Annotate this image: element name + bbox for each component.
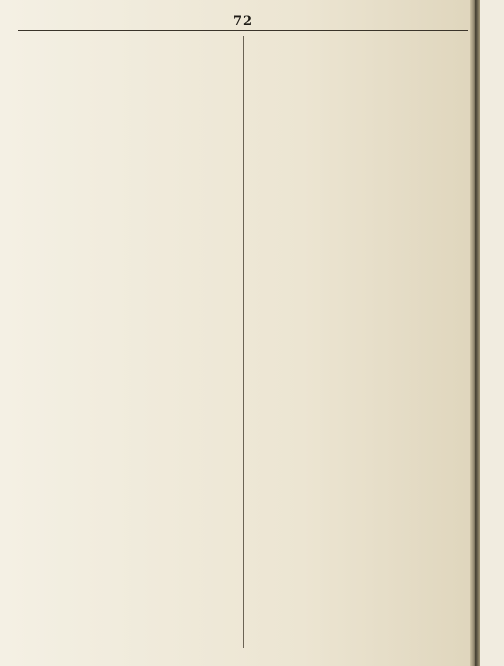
next-page-strip bbox=[480, 0, 504, 666]
page-number: 72 bbox=[232, 14, 254, 29]
left-column bbox=[18, 36, 235, 648]
book-gutter bbox=[470, 0, 480, 666]
right-column bbox=[251, 36, 468, 648]
column-divider bbox=[243, 36, 244, 648]
newspaper-page bbox=[18, 14, 468, 654]
header-rule bbox=[18, 30, 468, 31]
